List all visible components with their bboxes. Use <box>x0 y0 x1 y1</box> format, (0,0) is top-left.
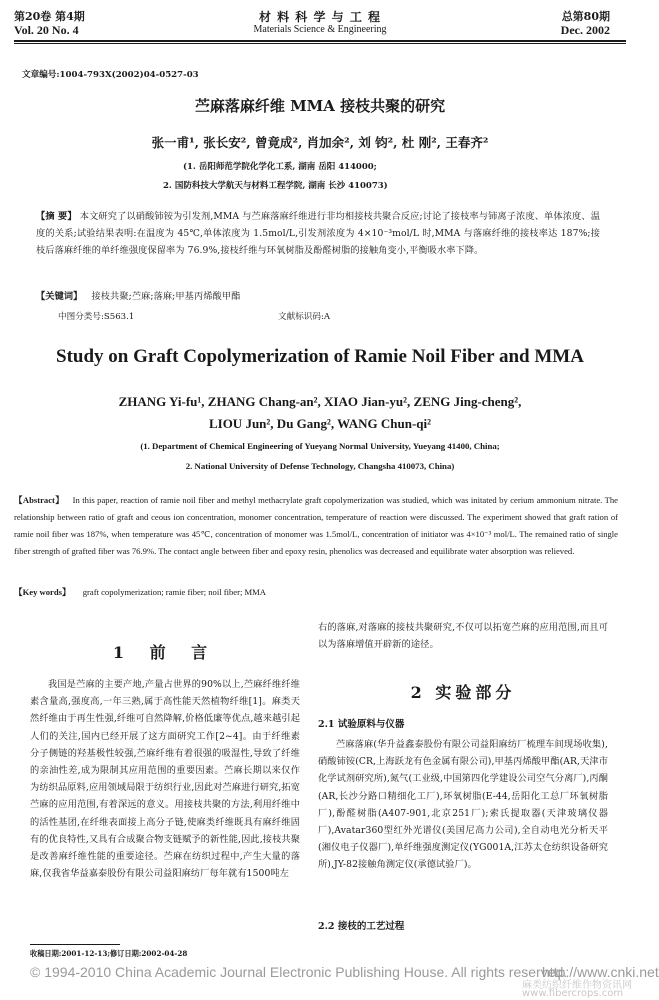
journal-volume-cn: 第20卷 第4期 <box>14 10 85 23</box>
copyright-line: © 1994-2010 China Academic Journal Electronic Publishing House. All rights reserved. <box>30 964 568 980</box>
authors-cn: 张一甫¹, 张长安², 曾竟成², 肖加余², 刘 钧², 杜 刚², 王春齐² <box>151 135 489 150</box>
issue-date-en: Dec. 2002 <box>560 23 610 37</box>
clc-number: 中图分类号:S563.1 <box>58 312 135 322</box>
affiliation-cn-1: (1. 岳阳师范学院化学化工系, 湖南 岳阳 414000; <box>183 162 377 172</box>
cnki-url: http://www.cnki.net <box>542 964 659 980</box>
journal-name-en: Materials Science & Engineering <box>253 24 387 35</box>
subsection-2-2-title: 2.2 接枝的工艺过程 <box>318 921 405 932</box>
journal-name-cn: 材 料 科 学 与 工 程 <box>258 10 382 24</box>
header-rule-thick <box>14 40 626 42</box>
abstract-en-label: 【Abstract】 <box>14 495 65 505</box>
authors-en-1: ZHANG Yi-fu¹, ZHANG Chang-an², XIAO Jian-yu², ZENG Jing-cheng², <box>118 394 522 409</box>
header-rule-thin <box>14 43 626 44</box>
authors-en-2: LIOU Jun², Du Gang², WANG Chun-qi² <box>208 416 432 431</box>
footnote-rule <box>30 944 120 945</box>
received-date: 收稿日期:2001-12-13;修订日期:2002-04-28 <box>30 949 188 958</box>
keywords-en-text: graft copolymerization; ramie fiber; noil fiber; MMA <box>82 587 267 597</box>
title-en: Study on Graft Copolymerization of Ramie Noil Fiber and MMA <box>56 346 584 367</box>
issue-total-cn: 总第80期 <box>561 10 610 23</box>
abstract-en-text: In this paper, reaction of ramie noil fiber and methyl methacrylate graft copolymerization was studied, which was initated by cerium ammonium nitrate. The relationship between ratio of graft and ceous ion concentration, monomer concentration, temperature of reaction were discussed. The experiment showed that graft ration of ramie noil fiber was 187%, when temperature was 45℃, concentration of monomer was 1.5mol/L, concentration of initiator was 4×10⁻³ mol/L. The remained ratio of single fiber strength of grafted fiber was 76.9%. The contact angle between fiber and epoxy resin, phenolics was decreased and equilibrate water absorption was relieved. <box>14 495 618 556</box>
abstract-cn-label: 【摘 要】 <box>36 211 77 222</box>
abstract-cn <box>36 208 600 260</box>
section-1-title: 1 前 言 <box>112 643 218 662</box>
keywords-cn <box>36 288 600 305</box>
affiliation-en-2: 2. National University of Defense Technology, Changsha 410073, China) <box>185 461 455 471</box>
section-2-title: 2 实验部分 <box>410 683 516 702</box>
keywords-en-label: 【Key words】 <box>14 587 71 597</box>
affiliation-en-1: (1. Department of Chemical Engineering of Yueyang Normal University, Yueyang 41400, China; <box>140 441 500 451</box>
subsection-2-1-text: 苎麻落麻(华升益鑫泰股份有限公司益阳麻纺厂梳理车间现场收集),硝酸铈铵(CR,上海跃龙有色金属有限公司),甲基丙烯酸甲酯(AR,天津市化学试剂研究所),氮气(工业级,中国第四化学建设公司空气分离厂),丙酮(AR,长沙分路口精细化工厂),环氧树脂(E-44,岳阳化工总厂环氧树脂厂),酚醛树脂(A407-901,北京251厂);索氏提取器(天津玻璃仪器厂),Avatar360型红外光谱仪(美国尼高力公司),全自动电光分析天平(湘仪电子仪器厂),单纤维强度测定仪(YG001A,江苏太仓纺织设备研究所),JY-82接触角测定仪(承德试验厂)。 <box>318 739 608 871</box>
keywords-cn-label: 【关键词】 <box>36 291 83 302</box>
article-number: 文章编号:1004-793X(2002)04-0527-03 <box>22 70 199 80</box>
document-code: 文献标识码:A <box>278 312 331 322</box>
watermark-site-name: 麻类纺织纤维作物资讯网 <box>522 980 632 991</box>
keywords-en <box>14 584 618 601</box>
affiliation-cn-2: 2. 国防科技大学航天与材料工程学院, 湖南 长沙 410073) <box>163 181 388 191</box>
watermark-site-url: www.fibercrops.com <box>522 988 624 999</box>
section-1-text: 我国是苎麻的主要产地,产量占世界的90%以上,苎麻纤维纤维素含量高,强度高,一年三熟,属于高性能天然植物纤维[1]。麻类天然纤维由于再生性强,纤维可自然降解,价格低廉等优点,越来越引起人们的关注,国内已经开展了这方面研究工作[2~4]。由于纤维素分子侧链的羟基极性较强,苎麻纤维有着很强的吸湿性,导致了纤维的亲油性差,成为限制其应用范围的重要因素。苎麻长期以来仅作为纺织品原料,应用领域局限于纺织行业,因此对苎麻进行研究,拓宽苎麻的应用范围,有着深远的意义。用接枝共聚的方法,利用纤维中的活性基团,在纤维表面接上高分子链,使麻类纤维既具有麻纤维固有的优良特性,又具有合成聚合物支链赋予的新性能,因此,接枝共聚是改善麻纤维性能的重要途径。苎麻在纺织过程中,产生大量的落麻,仅我省华益嘉泰股份有限公司益阳麻纺厂每年就有1500吨左 <box>30 679 300 880</box>
keywords-cn-text: 接枝共聚;苎麻;落麻;甲基丙烯酸甲酯 <box>91 291 241 302</box>
journal-volume-en: Vol. 20 No. 4 <box>14 23 79 37</box>
subsection-2-1-title: 2.1 试验原料与仪器 <box>318 719 405 730</box>
intro-continuation: 右的落麻,对落麻的接枝共聚研究,不仅可以拓宽苎麻的应用范围,而且可以为落麻增值开辟新的途径。 <box>318 622 608 651</box>
abstract-cn-text: 本文研究了以硝酸铈铵为引发剂,MMA 与苎麻落麻纤维进行非均相接枝共聚合反应;讨论了接枝率与铈离子浓度、单体浓度、温度的关系;试验结果表明:在温度为 45℃,单体浓度为 1.5mol/L,引发剂浓度为 4×10⁻³mol/L 时,MMA 与落麻纤维的接枝率达 187%;接枝后落麻纤维的单纤维强度保留率为 76.9%,接枝纤维与环氧树脂及酚醛树脂的接触角变小,平衡吸水率下降。 <box>36 211 600 257</box>
title-cn: 苎麻落麻纤维 MMA 接枝共聚的研究 <box>194 97 446 115</box>
abstract-en <box>14 492 618 560</box>
